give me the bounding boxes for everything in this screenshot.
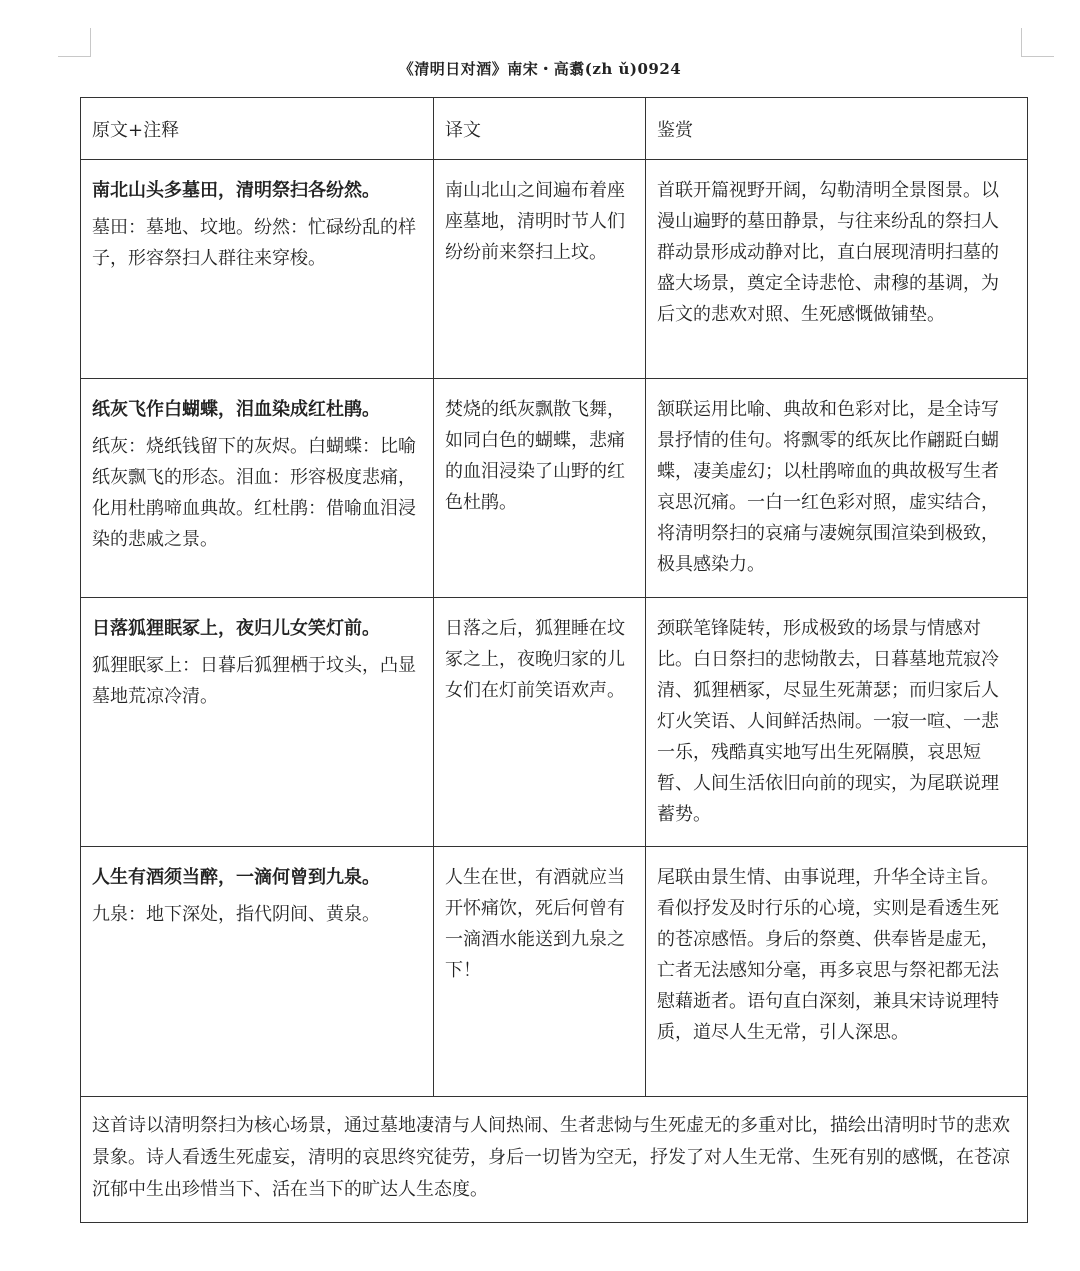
appreciation-cell: 颔联运用比喻、典故和色彩对比，是全诗写景抒情的佳句。将飘零的纸灰比作翩跹白蝴蝶，凄美虚幻；以杜鹃啼血的典故极写生者哀思沉痛。一白一红色彩对照，虚实结合，将清明祭扫的哀痛与凄婉氛围渲染到极致，极具感染力。 — [646, 379, 1028, 598]
table-header-row — [81, 98, 1028, 160]
verse-notes: 九泉：地下深处，指代阴间、黄泉。 — [92, 904, 380, 925]
appreciation-cell: 尾联由景生情、由事说理，升华全诗主旨。看似抒发及时行乐的心境，实则是看透生死的苍凉感悟。身后的祭奠、供奉皆是虚无，亡者无法感知分毫，再多哀思与祭祀都无法慰藉逝者。语句直白深刻，兼具宋诗说理特质，道尽人生无常，引人深思。 — [646, 847, 1028, 1097]
table-row — [81, 160, 1028, 379]
original-verse: 南北山头多墓田，清明祭扫各纷然。 — [92, 180, 380, 201]
poem-analysis-table — [80, 97, 1028, 1223]
verse-notes: 狐狸眠冢上：日暮后狐狸栖于坟头，凸显墓地荒凉冷清。 — [92, 655, 416, 707]
verse-notes: 纸灰：烧纸钱留下的灰烬。白蝴蝶：比喻纸灰飘飞的形态。泪血：形容极度悲痛，化用杜鹃啼血典故。红杜鹃：借喻血泪浸染的悲戚之景。 — [92, 436, 416, 550]
document-title: 《清明日对酒》南宋・高翥(zh ǔ)0924 — [398, 60, 682, 78]
original-verse: 人生有酒须当醉，一滴何曾到九泉。 — [92, 867, 380, 888]
table-row — [81, 847, 1028, 1097]
original-cell — [81, 379, 434, 598]
appreciation-cell: 颈联笔锋陡转，形成极致的场景与情感对比。白日祭扫的悲恸散去，日暮墓地荒寂冷清、狐狸栖冢，尽显生死萧瑟；而归家后人灯火笑语、人间鲜活热闹。一寂一喧、一悲一乐，残酷真实地写出生死隔膜，哀思短暂、人间生活依旧向前的现实，为尾联说理蓄势。 — [646, 598, 1028, 847]
appreciation-cell: 首联开篇视野开阔，勾勒清明全景图景。以漫山遍野的墓田静景，与往来纷乱的祭扫人群动景形成动静对比，直白展现清明扫墓的盛大场景，奠定全诗悲怆、肃穆的基调，为后文的悲欢对照、生死感慨做铺垫。 — [646, 160, 1028, 379]
translation-cell: 焚烧的纸灰飘散飞舞，如同白色的蝴蝶，悲痛的血泪浸染了山野的红色杜鹃。 — [434, 379, 646, 598]
translation-cell: 人生在世，有酒就应当开怀痛饮，死后何曾有一滴酒水能送到九泉之下！ — [434, 847, 646, 1097]
translation-cell: 南山北山之间遍布着座座墓地，清明时节人们纷纷前来祭扫上坟。 — [434, 160, 646, 379]
summary-row — [81, 1097, 1028, 1223]
original-cell — [81, 847, 434, 1097]
original-cell — [81, 160, 434, 379]
header-translation: 译文 — [434, 98, 646, 160]
table-row — [81, 379, 1028, 598]
table-row — [81, 598, 1028, 847]
page-corner-mark-top-right — [1021, 28, 1054, 57]
translation-cell: 日落之后，狐狸睡在坟冢之上，夜晚归家的儿女们在灯前笑语欢声。 — [434, 598, 646, 847]
original-cell — [81, 598, 434, 847]
page-corner-mark-top-left — [58, 28, 91, 57]
header-original-notes: 原文+注释 — [81, 98, 434, 160]
verse-notes: 墓田：墓地、坟地。纷然：忙碌纷乱的样子，形容祭扫人群往来穿梭。 — [92, 217, 416, 269]
original-verse: 日落狐狸眠冢上，夜归儿女笑灯前。 — [92, 618, 380, 639]
header-appreciation: 鉴赏 — [646, 98, 1028, 160]
summary-text: 这首诗以清明祭扫为核心场景，通过墓地凄清与人间热闹、生者悲恸与生死虚无的多重对比，描绘出清明时节的悲欢景象。诗人看透生死虚妄，清明的哀思终究徒劳，身后一切皆为空无，抒发了对人生无常、生死有别的感慨，在苍凉沉郁中生出珍惜当下、活在当下的旷达人生态度。 — [81, 1097, 1028, 1223]
original-verse: 纸灰飞作白蝴蝶，泪血染成红杜鹃。 — [92, 399, 380, 420]
